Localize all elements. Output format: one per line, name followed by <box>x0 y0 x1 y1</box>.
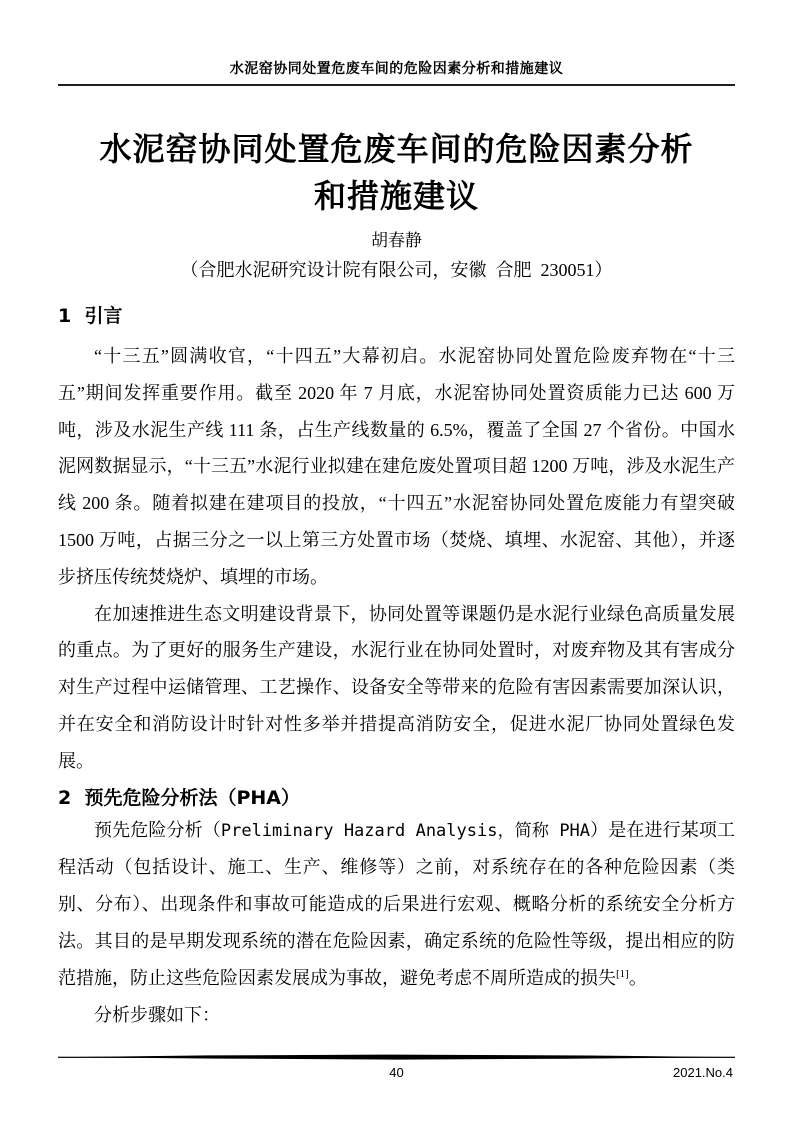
section-heading-introduction: 1 引言 <box>58 305 123 327</box>
footer-page-number: 40 <box>389 1065 404 1080</box>
paragraph-analysis-steps-intro: 分析步骤如下： <box>94 1004 220 1025</box>
page-footer <box>58 1054 735 1082</box>
paragraph-pha-definition <box>58 812 735 997</box>
running-header-title: 水泥窑协同处置危废车间的危险因素分析和措施建议 <box>229 62 564 77</box>
reference-citation-1: [1] <box>616 967 629 980</box>
byline-author: 胡春静 <box>371 231 422 250</box>
footer-row <box>58 1064 735 1082</box>
paragraph-intro-background: 在加速推进生态文明建设背景下，协同处置等课题仍是水泥行业绿色高质量发展的重点。为了更好的服务生产建设，水泥行业在协同处置时，对废弃物及其有害成分对生产过程中运储管理、工艺操作、设备安全等带来的危险有害因素需要加深认识，并在安全和消防设计时针对性多举并措提高消防安全，促进水泥厂协同处置绿色发展。 <box>58 603 735 771</box>
article-title-line2: 和措施建议 <box>313 177 479 215</box>
pha-definition-tail: 。 <box>628 967 647 988</box>
footer-rule <box>58 1054 735 1061</box>
pha-definition-latin-term: Preliminary Hazard Analysis，简称 PHA <box>220 820 591 841</box>
header-rule <box>58 84 735 86</box>
pha-definition-body: ）是在进行某项工程活动（包括设计、施工、生产、维修等）之前，对系统存在的各种危险因素（类别、分布）、出现条件和事故可能造成的后果进行宏观、概略分析的系统安全分析方法。其目的是早期发现系统的潜在危险因素，确定系统的危险性等级，提出相应的防范措施，防止这些危险因素发展成为事故，避免考虑不周所造成的损失 <box>58 819 736 988</box>
footer-issue-label: 2021.No.4 <box>673 1065 733 1080</box>
article-title <box>58 126 735 220</box>
running-header <box>58 0 735 86</box>
byline-affiliation: （合肥水泥研究设计院有限公司，安徽 合肥 230051） <box>180 260 613 280</box>
pha-definition-lead: 预先危险分析（ <box>94 819 221 840</box>
article-title-line1: 水泥窑协同处置危废车间的危险因素分析 <box>99 130 694 168</box>
paragraph-intro-statistics: “十三五”圆满收官，“十四五”大幕初启。水泥窑协同处置危险废弃物在“十三五”期间发挥重要作用。截至 2020 年 7 月底，水泥窑协同处置资质能力已达 600 万吨，涉及水泥生产线 111 条，占生产线数量的 6.5%，覆盖了全国 27 个省份。中国水泥网数据显示，“十三五”水泥行业拟建在建危废处置项目超 1200 万吨，涉及水泥生产线 200 条。随着拟建在建项目的投放，“十四五”水泥窑协同处置危废能力有望突破 1500 万吨，占据三分之一以上第三方处置市场（焚烧、填埋、水泥窑、其他），并逐步挤压传统焚烧炉、填埋的市场。 <box>58 346 735 587</box>
section-heading-pha-method: 2 预先危险分析法（PHA） <box>58 786 300 809</box>
